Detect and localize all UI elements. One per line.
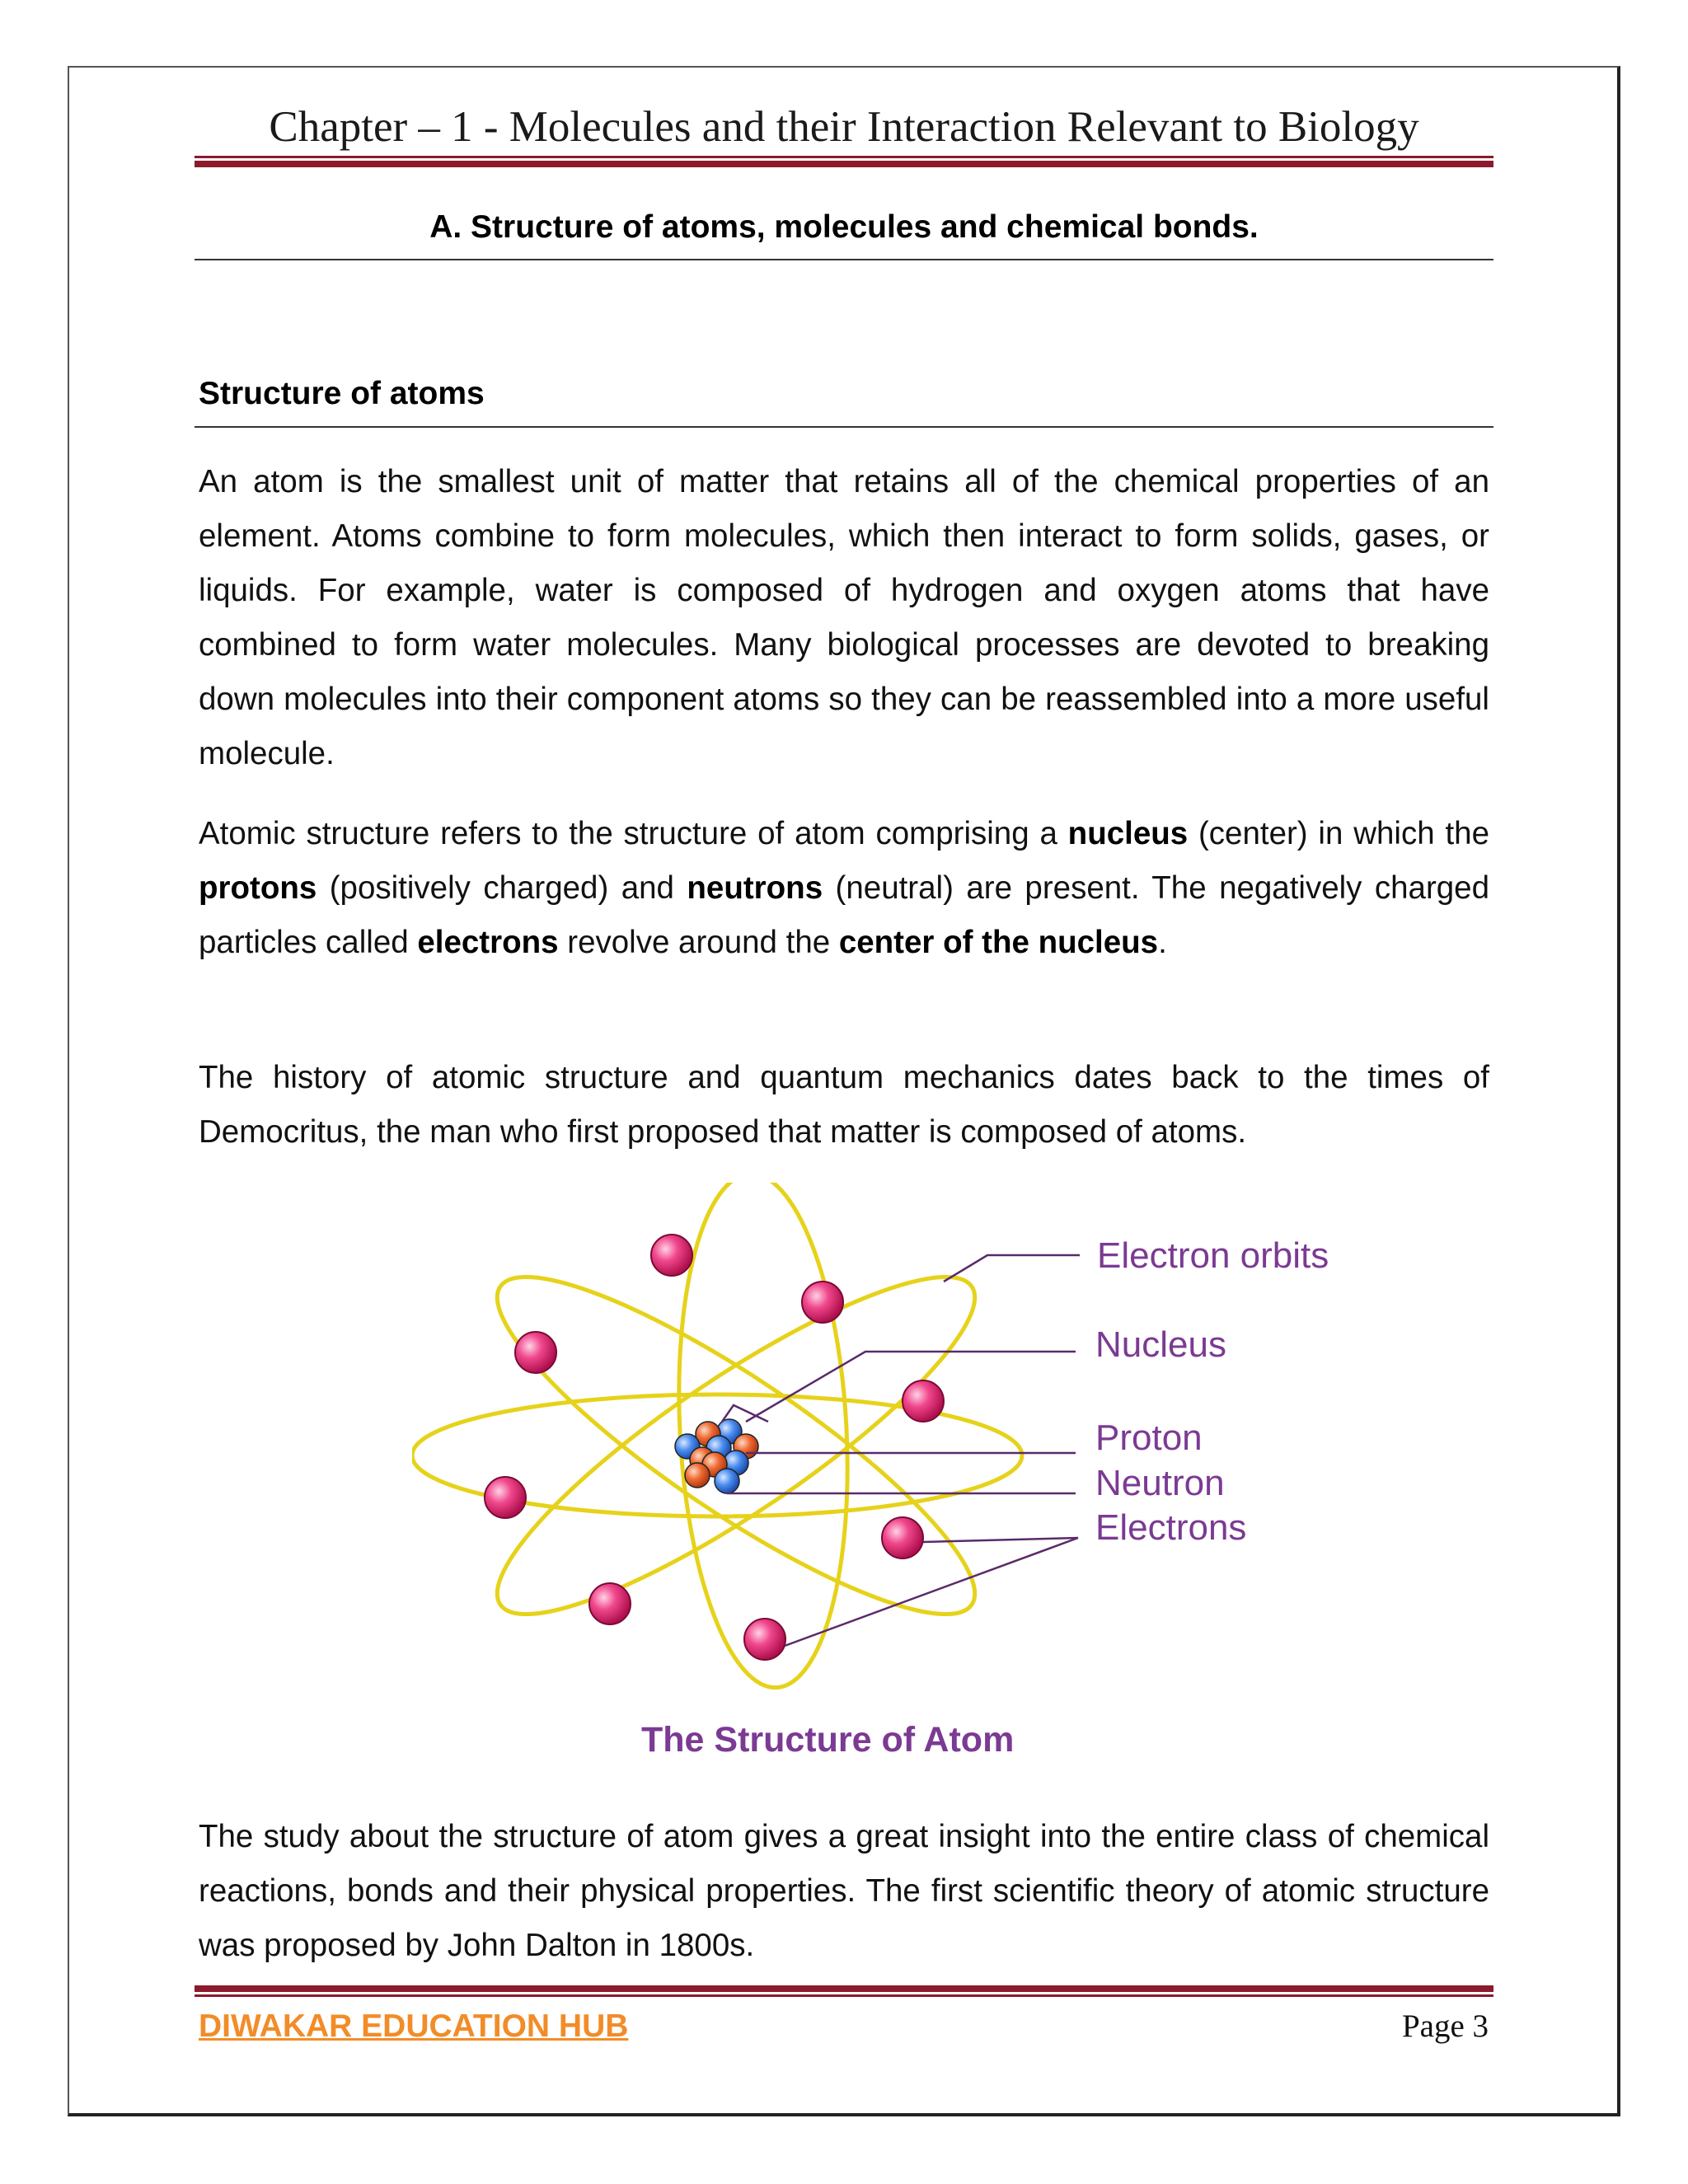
neutron — [715, 1469, 739, 1493]
term-nucleus: nucleus — [1067, 816, 1189, 851]
term-electrons: electrons — [417, 925, 559, 960]
term-neutrons: neutrons — [687, 870, 823, 906]
subsection-rule — [195, 426, 1493, 428]
chapter-title: Chapter – 1 - Molecules and their Interaction Relevant to Biology — [269, 103, 1419, 151]
leader-electron-orbits — [944, 1255, 1080, 1282]
figure-caption: The Structure of Atom — [641, 1720, 1015, 1760]
diagram-labels — [641, 1235, 1329, 1760]
label-electrons: Electrons — [1095, 1507, 1247, 1548]
proton — [685, 1463, 710, 1488]
p2-text-5: revolve around the — [558, 925, 839, 960]
footer-rule-thick — [195, 1985, 1493, 1992]
p2-text-6: . — [1158, 925, 1167, 960]
electron — [515, 1332, 556, 1373]
electron — [882, 1517, 923, 1558]
electron — [485, 1477, 526, 1518]
leader-lines — [722, 1255, 1080, 1646]
section-rule — [195, 259, 1493, 260]
electron — [651, 1235, 692, 1276]
electron — [802, 1282, 843, 1323]
p2-text-3: (positively charged) and — [316, 870, 687, 906]
label-neutron: Neutron — [1095, 1463, 1225, 1503]
footer-brand: DIWAKAR EDUCATION HUB — [199, 2008, 629, 2044]
atom-diagram — [412, 1183, 1401, 1776]
paragraph-dalton: The study about the structure of atom gives a great insight into the entire class of chemical reactions, bonds and their physical properties. The first scientific theory of atomic structure was proposed by John Dalton in 1800s. — [199, 1819, 1489, 1963]
paragraph-atomic-structure — [199, 807, 1489, 970]
paragraph-atom-definition: An atom is the smallest unit of matter that retains all of the chemical properties of an element. Atoms combine to form molecules, which then interact to form solids, gases, or liquids. For example, water is composed of hydrogen and oxygen atoms that have combined to form water molecules. Many biological processes are devoted to breaking down molecules into their component atoms so they can be reassembled into a more useful molecule. — [199, 464, 1489, 771]
paragraph-history: The history of atomic structure and quantum mechanics dates back to the times of Democritus, the man who first proposed that matter is composed of atoms. — [199, 1060, 1489, 1150]
footer-rule-thin — [195, 1994, 1493, 1997]
electron — [903, 1380, 944, 1422]
subsection-heading: Structure of atoms — [199, 376, 485, 411]
leader-electrons-2 — [785, 1538, 1078, 1646]
header-rule-thin — [195, 156, 1493, 158]
page-number: Page 3 — [1401, 2008, 1489, 2044]
label-nucleus: Nucleus — [1095, 1324, 1226, 1365]
label-proton: Proton — [1095, 1418, 1203, 1458]
label-electron-orbits: Electron orbits — [1097, 1235, 1329, 1276]
header-rule-thick — [195, 161, 1493, 167]
term-protons: protons — [199, 870, 317, 906]
electron — [589, 1583, 631, 1624]
p2-text-2: (center) in which the — [1188, 816, 1489, 851]
electron — [744, 1619, 785, 1660]
section-heading: A. Structure of atoms, molecules and chemical bonds. — [429, 209, 1259, 245]
term-center-of-nucleus: center of the nucleus — [838, 925, 1159, 960]
nucleus — [675, 1419, 758, 1493]
p2-text-4: (neutral) are present. The negatively charged particles called — [199, 870, 1489, 960]
p2-text-1: Atomic structure refers to the structure of atom comprising a — [199, 816, 1068, 851]
